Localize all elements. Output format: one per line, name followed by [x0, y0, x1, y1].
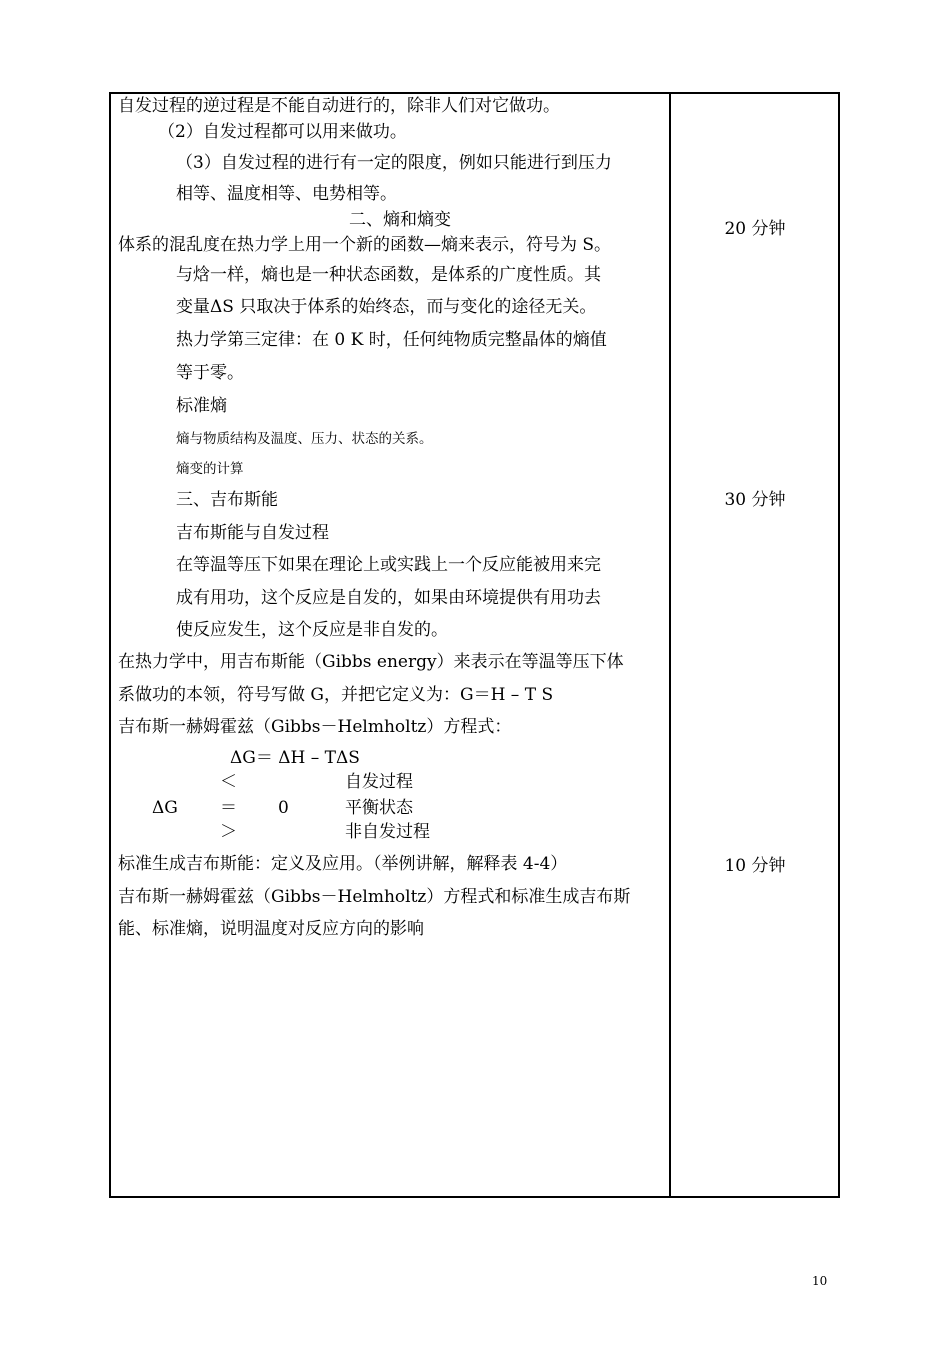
content-line: 自发过程的逆过程是不能自动进行的，除非人们对它做功。	[118, 96, 560, 116]
time-label: 10 分钟	[724, 856, 786, 876]
section-heading: 三、吉布斯能	[176, 490, 278, 510]
content-line: 体系的混乱度在热力学上用一个新的函数—熵来表示，符号为 S。	[118, 235, 612, 255]
condition-label: 非自发过程	[345, 822, 430, 842]
content-line: 变量ΔS 只取决于体系的始终态，而与变化的途径无关。	[176, 297, 597, 317]
column-divider	[669, 92, 671, 1198]
content-line: 吉布斯能与自发过程	[176, 523, 329, 543]
content-line: 成有用功，这个反应是自发的，如果由环境提供有用功去	[176, 588, 601, 608]
content-line: 系做功的本领，符号写做 G，并把它定义为：G＝H – T S	[118, 685, 554, 705]
condition-label: 平衡状态	[345, 798, 413, 818]
content-line: 使反应发生，这个反应是非自发的。	[176, 620, 448, 640]
less-than-sign: ＜	[220, 772, 237, 792]
condition-label: 自发过程	[345, 772, 413, 792]
content-line: （2）自发过程都可以用来做功。	[158, 122, 407, 142]
content-line: 熵与物质结构及温度、压力、状态的关系。	[176, 431, 433, 447]
content-line: 吉布斯一赫姆霍兹（Gibbs－Helmholtz）方程式和标准生成吉布斯	[118, 887, 631, 907]
content-line: 标准熵	[176, 396, 227, 416]
content-line: 标准生成吉布斯能：定义及应用。（举例讲解，解释表 4-4）	[118, 854, 568, 874]
lesson-table	[109, 92, 840, 1198]
page-number: 10	[812, 1274, 828, 1288]
greater-than-sign: ＞	[220, 822, 237, 842]
content-line: 吉布斯一赫姆霍兹（Gibbs－Helmholtz）方程式：	[118, 717, 512, 737]
time-label: 20 分钟	[724, 219, 786, 239]
section-heading: 二、熵和熵变	[349, 210, 451, 230]
content-line: 热力学第三定律：在 0 K 时，任何纯物质完整晶体的熵值	[176, 330, 607, 350]
time-label: 30 分钟	[724, 490, 786, 510]
content-line: 相等、温度相等、电势相等。	[176, 184, 397, 204]
content-line: （3）自发过程的进行有一定的限度，例如只能进行到压力	[176, 153, 612, 173]
content-line: 等于零。	[176, 363, 244, 383]
content-line: 能、标准熵，说明温度对反应方向的影响	[118, 919, 424, 939]
content-line: 在等温等压下如果在理论上或实践上一个反应能被用来完	[176, 555, 601, 575]
equation-line: ΔG＝ ΔH – TΔS	[230, 748, 360, 768]
content-line: 与焓一样，熵也是一种状态函数，是体系的广度性质。其	[176, 265, 601, 285]
content-line: 在热力学中，用吉布斯能（Gibbs energy）来表示在等温等压下体	[118, 652, 624, 672]
delta-g-label: ΔG	[152, 798, 178, 818]
zero-value: 0	[278, 798, 289, 818]
equals-sign: ＝	[220, 798, 237, 818]
content-line: 熵变的计算	[176, 461, 244, 477]
